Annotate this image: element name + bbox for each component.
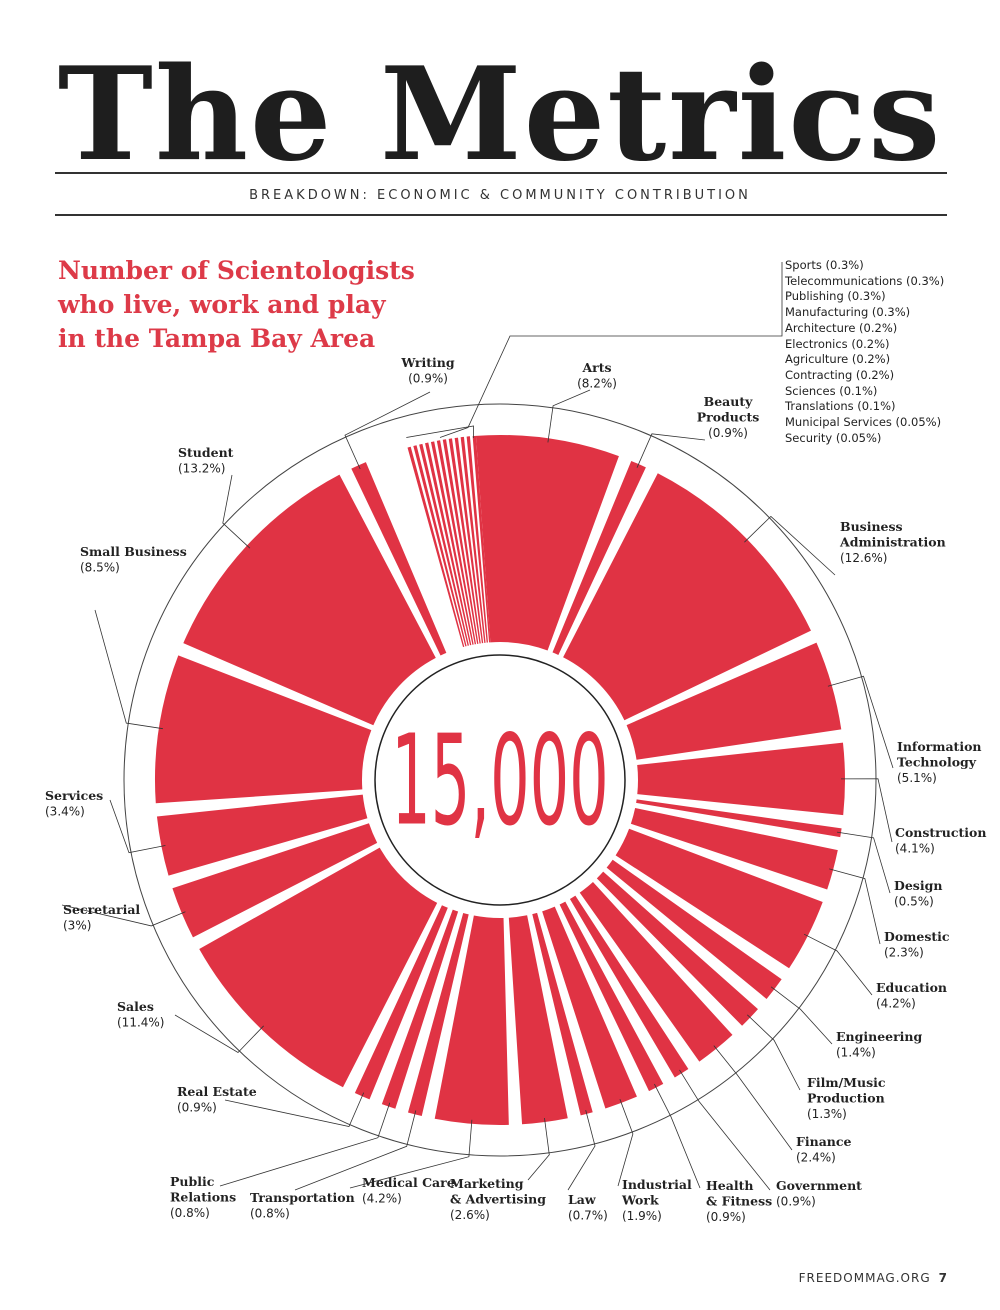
- label-pct: (2.3%): [884, 945, 924, 960]
- label-name: Business: [840, 519, 903, 534]
- label-services: [45, 788, 103, 819]
- label-name: Information: [897, 739, 982, 754]
- small-item-publishing: Publishing (0.3%): [785, 289, 886, 304]
- label-student: [178, 445, 234, 476]
- small-item-telecommunications: Telecommunications (0.3%): [785, 273, 945, 288]
- label-name: Law: [568, 1192, 596, 1207]
- label-name: Products: [696, 409, 760, 425]
- small-item-security: Security (0.05%): [785, 430, 882, 445]
- label-name: Production: [807, 1090, 885, 1106]
- label-pct: (0.8%): [170, 1206, 210, 1220]
- label-construction: [895, 825, 986, 856]
- page-number: 7: [938, 1271, 948, 1285]
- label-name: Sales: [117, 999, 154, 1014]
- label-name: Writing: [401, 355, 455, 370]
- small-item-sports: Sports (0.3%): [785, 258, 864, 272]
- label-real-estate: [177, 1084, 257, 1115]
- label-industrial-work: [621, 1177, 692, 1223]
- small-item-manufacturing: Manufacturing (0.3%): [785, 305, 911, 320]
- label-pct: (8.2%): [577, 376, 617, 391]
- label-pct: (13.2%): [178, 461, 226, 476]
- leader-design: [837, 832, 890, 893]
- small-categories-list: [785, 258, 944, 446]
- leader-beauty-products: [637, 434, 705, 468]
- label-pct: (2.6%): [450, 1208, 490, 1222]
- label-finance: [796, 1134, 852, 1165]
- label-name: Medical Care: [362, 1175, 455, 1190]
- label-name: Transportation: [250, 1190, 355, 1205]
- small-item-electronics: Electronics (0.2%): [785, 336, 890, 351]
- leader-sales: [175, 1015, 264, 1053]
- page-title: The Metrics: [57, 40, 943, 190]
- label-arts: [577, 360, 617, 391]
- chart-headline: Number of Scientologists who live, work and play in the Tampa Bay Area: [58, 256, 415, 353]
- leader-law: [568, 1110, 595, 1190]
- label-name: Student: [178, 445, 234, 460]
- page-footer: [799, 1271, 948, 1285]
- label-name: Technology: [897, 754, 977, 770]
- small-item-translations: Translations (0.1%): [785, 399, 896, 414]
- label-name: Design: [894, 878, 943, 893]
- label-name: Services: [45, 788, 104, 803]
- label-pct: (0.8%): [250, 1206, 290, 1221]
- small-item-municipal-services: Municipal Services (0.05%): [785, 415, 942, 430]
- label-name: Real Estate: [177, 1084, 257, 1099]
- leader-industrial-work: [618, 1099, 633, 1186]
- label-pct: (12.6%): [840, 551, 888, 565]
- label-name: Industrial: [622, 1177, 692, 1192]
- label-writing: [400, 355, 454, 386]
- label-pct: (3.4%): [45, 804, 85, 819]
- label-pct: (0.9%): [408, 371, 448, 386]
- label-name: Administration: [840, 534, 946, 550]
- label-sales: [117, 999, 164, 1030]
- small-item-contracting: Contracting (0.2%): [785, 367, 895, 382]
- leader-film-music-production: [747, 1015, 800, 1090]
- slice-manufacturing: [425, 443, 471, 646]
- label-name: Engineering: [836, 1029, 923, 1044]
- label-name: & Advertising: [450, 1191, 547, 1207]
- leader-arts: [548, 390, 590, 442]
- label-pct: (3%): [63, 918, 92, 933]
- label-name: Domestic: [884, 929, 950, 944]
- label-pct: (0.9%): [706, 1210, 746, 1224]
- label-design: [894, 878, 942, 909]
- label-name: Film/Music: [807, 1075, 886, 1090]
- label-name: Arts: [582, 360, 612, 375]
- label-engineering: [836, 1029, 923, 1060]
- label-name: Marketing: [450, 1176, 524, 1191]
- label-secretarial: [63, 902, 140, 933]
- label-pct: (0.9%): [708, 426, 748, 440]
- label-pct: (4.2%): [876, 996, 916, 1011]
- label-pct: (1.9%): [622, 1209, 662, 1223]
- leader-services: [110, 800, 165, 853]
- small-bracket: [407, 426, 474, 438]
- leader-engineering: [771, 987, 832, 1044]
- leader-public-relations: [220, 1103, 390, 1186]
- label-name: Work: [622, 1192, 659, 1208]
- center-total: 15,000: [391, 707, 609, 853]
- label-pct: (0.5%): [894, 894, 934, 909]
- label-name: Secretarial: [63, 902, 141, 917]
- label-education: [876, 980, 947, 1011]
- label-name: Construction: [895, 825, 987, 840]
- label-health-and-fitness: [706, 1178, 772, 1224]
- label-name: Government: [776, 1178, 862, 1193]
- label-pct: (4.2%): [362, 1191, 402, 1206]
- label-pct: (0.9%): [177, 1100, 217, 1115]
- label-name: & Fitness: [706, 1193, 773, 1209]
- label-name: Beauty: [703, 394, 753, 409]
- page-subtitle: BREAKDOWN: ECONOMIC & COMMUNITY CONTRIBUTION: [249, 188, 751, 203]
- label-pct: (4.1%): [895, 841, 935, 856]
- label-pct: (1.3%): [807, 1107, 847, 1121]
- label-domestic: [884, 929, 950, 960]
- small-item-architecture: Architecture (0.2%): [785, 320, 898, 335]
- label-pct: (5.1%): [897, 771, 937, 785]
- label-pct: (2.4%): [796, 1150, 836, 1165]
- label-pct: (8.5%): [80, 560, 120, 575]
- leader-small-business: [95, 610, 163, 729]
- label-name: Relations: [170, 1189, 237, 1205]
- footer-site: FREEDOMMAG.ORG: [798, 1271, 931, 1285]
- label-medical-care: [362, 1175, 455, 1206]
- label-name: Education: [876, 980, 948, 995]
- leader-health-and-fitness: [654, 1084, 700, 1188]
- label-name: Health: [706, 1178, 754, 1193]
- label-public-relations: [170, 1174, 236, 1220]
- label-pct: (0.7%): [568, 1208, 608, 1223]
- label-beauty-products: [697, 394, 760, 440]
- label-pct: (11.4%): [117, 1015, 165, 1030]
- label-pct: (0.9%): [776, 1194, 816, 1209]
- label-transportation: [250, 1190, 355, 1221]
- label-business-administration: [839, 519, 946, 565]
- label-law: [568, 1192, 608, 1223]
- label-name: Public: [170, 1174, 215, 1189]
- label-name: Small Business: [80, 544, 187, 559]
- label-pct: (1.4%): [836, 1045, 876, 1060]
- small-item-sciences: Sciences (0.1%): [785, 383, 878, 398]
- label-marketing-and-advertising: [450, 1176, 546, 1222]
- label-film-music-production: [807, 1075, 886, 1121]
- label-government: [776, 1178, 862, 1209]
- label-small-business: [80, 544, 187, 575]
- small-item-agriculture: Agriculture (0.2%): [785, 352, 891, 367]
- label-information-technology: [897, 739, 982, 785]
- label-name: Finance: [796, 1134, 852, 1149]
- leader-marketing-and-advertising: [528, 1118, 549, 1180]
- leader-construction: [841, 779, 892, 842]
